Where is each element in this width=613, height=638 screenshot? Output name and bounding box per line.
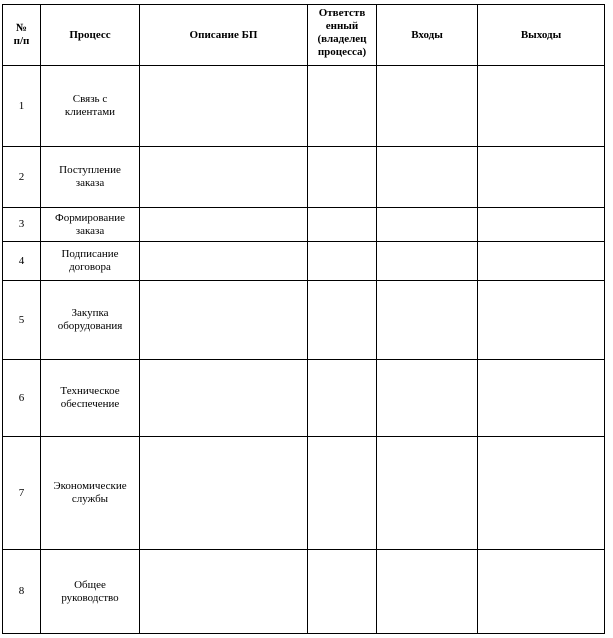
table-row bbox=[3, 208, 605, 242]
row-inputs bbox=[377, 242, 478, 281]
row-process-line2: договора bbox=[69, 261, 111, 273]
row-number: 6 bbox=[3, 360, 41, 437]
row-inputs bbox=[377, 66, 478, 147]
row-owner bbox=[308, 242, 377, 281]
row-number: 7 bbox=[3, 437, 41, 550]
row-owner bbox=[308, 66, 377, 147]
row-owner bbox=[308, 281, 377, 360]
row-outputs bbox=[478, 147, 605, 208]
row-outputs bbox=[478, 66, 605, 147]
row-inputs bbox=[377, 147, 478, 208]
table-row bbox=[3, 281, 605, 360]
table-row bbox=[3, 242, 605, 281]
row-process-line2: оборудования bbox=[57, 320, 123, 332]
row-outputs bbox=[478, 208, 605, 242]
row-process-line1: Формирование bbox=[55, 211, 125, 224]
row-process-line2: руководство bbox=[61, 591, 119, 604]
header-process: Процесс bbox=[41, 5, 140, 66]
row-process-line2: обеспечение bbox=[60, 398, 120, 410]
header-number bbox=[3, 5, 41, 66]
row-inputs bbox=[377, 550, 478, 634]
row-inputs bbox=[377, 437, 478, 550]
row-inputs bbox=[377, 281, 478, 360]
row-owner bbox=[308, 360, 377, 437]
row-process bbox=[41, 437, 140, 550]
row-process bbox=[41, 281, 140, 360]
header-owner-line3: (владелец bbox=[317, 33, 367, 45]
row-process bbox=[41, 147, 140, 208]
row-process-line1: Закупка bbox=[71, 307, 109, 319]
row-description bbox=[140, 208, 308, 242]
row-number: 8 bbox=[3, 550, 41, 634]
row-description bbox=[140, 360, 308, 437]
header-description: Описание БП bbox=[140, 5, 308, 66]
header-owner bbox=[308, 5, 377, 66]
row-description bbox=[140, 242, 308, 281]
row-owner bbox=[308, 208, 377, 242]
row-outputs bbox=[478, 242, 605, 281]
header-outputs: Выходы bbox=[478, 5, 605, 66]
row-inputs bbox=[377, 360, 478, 437]
table-row bbox=[3, 147, 605, 208]
row-number: 5 bbox=[3, 281, 41, 360]
table-header-row bbox=[3, 5, 605, 66]
row-process-line2: заказа bbox=[75, 224, 105, 237]
row-process-line1: Общее bbox=[74, 578, 106, 591]
row-outputs bbox=[478, 437, 605, 550]
table-row bbox=[3, 550, 605, 634]
row-description bbox=[140, 66, 308, 147]
row-description bbox=[140, 147, 308, 208]
header-inputs: Входы bbox=[377, 5, 478, 66]
header-number-line2: п/п bbox=[13, 35, 30, 47]
row-number: 4 bbox=[3, 242, 41, 281]
row-process bbox=[41, 550, 140, 634]
row-inputs bbox=[377, 208, 478, 242]
row-outputs bbox=[478, 550, 605, 634]
row-outputs bbox=[478, 281, 605, 360]
header-owner-line1: Ответств bbox=[318, 7, 366, 19]
row-process-line1: Экономические bbox=[53, 480, 127, 492]
header-owner-line2: енный bbox=[325, 20, 359, 32]
row-process bbox=[41, 66, 140, 147]
table-row bbox=[3, 437, 605, 550]
row-process-line1: Поступление bbox=[59, 164, 121, 176]
row-process-line1: Связь с bbox=[72, 93, 108, 105]
row-process-line1: Подписание bbox=[61, 248, 119, 260]
row-number: 3 bbox=[3, 208, 41, 242]
row-number: 1 bbox=[3, 66, 41, 147]
row-process-line2: клиентами bbox=[64, 106, 116, 118]
row-number: 2 bbox=[3, 147, 41, 208]
table-row bbox=[3, 66, 605, 147]
business-process-table bbox=[2, 4, 605, 634]
row-process-line1: Техническое bbox=[60, 385, 120, 397]
row-process bbox=[41, 360, 140, 437]
row-process bbox=[41, 242, 140, 281]
row-process-line2: заказа bbox=[75, 177, 105, 189]
row-outputs bbox=[478, 360, 605, 437]
row-owner bbox=[308, 437, 377, 550]
row-description bbox=[140, 550, 308, 634]
header-number-line1: № bbox=[15, 22, 28, 34]
row-process-line2: службы bbox=[71, 493, 109, 505]
table-row bbox=[3, 360, 605, 437]
header-owner-line4: процесса) bbox=[317, 46, 367, 58]
row-description bbox=[140, 281, 308, 360]
row-owner bbox=[308, 550, 377, 634]
row-process bbox=[41, 208, 140, 242]
row-owner bbox=[308, 147, 377, 208]
row-description bbox=[140, 437, 308, 550]
